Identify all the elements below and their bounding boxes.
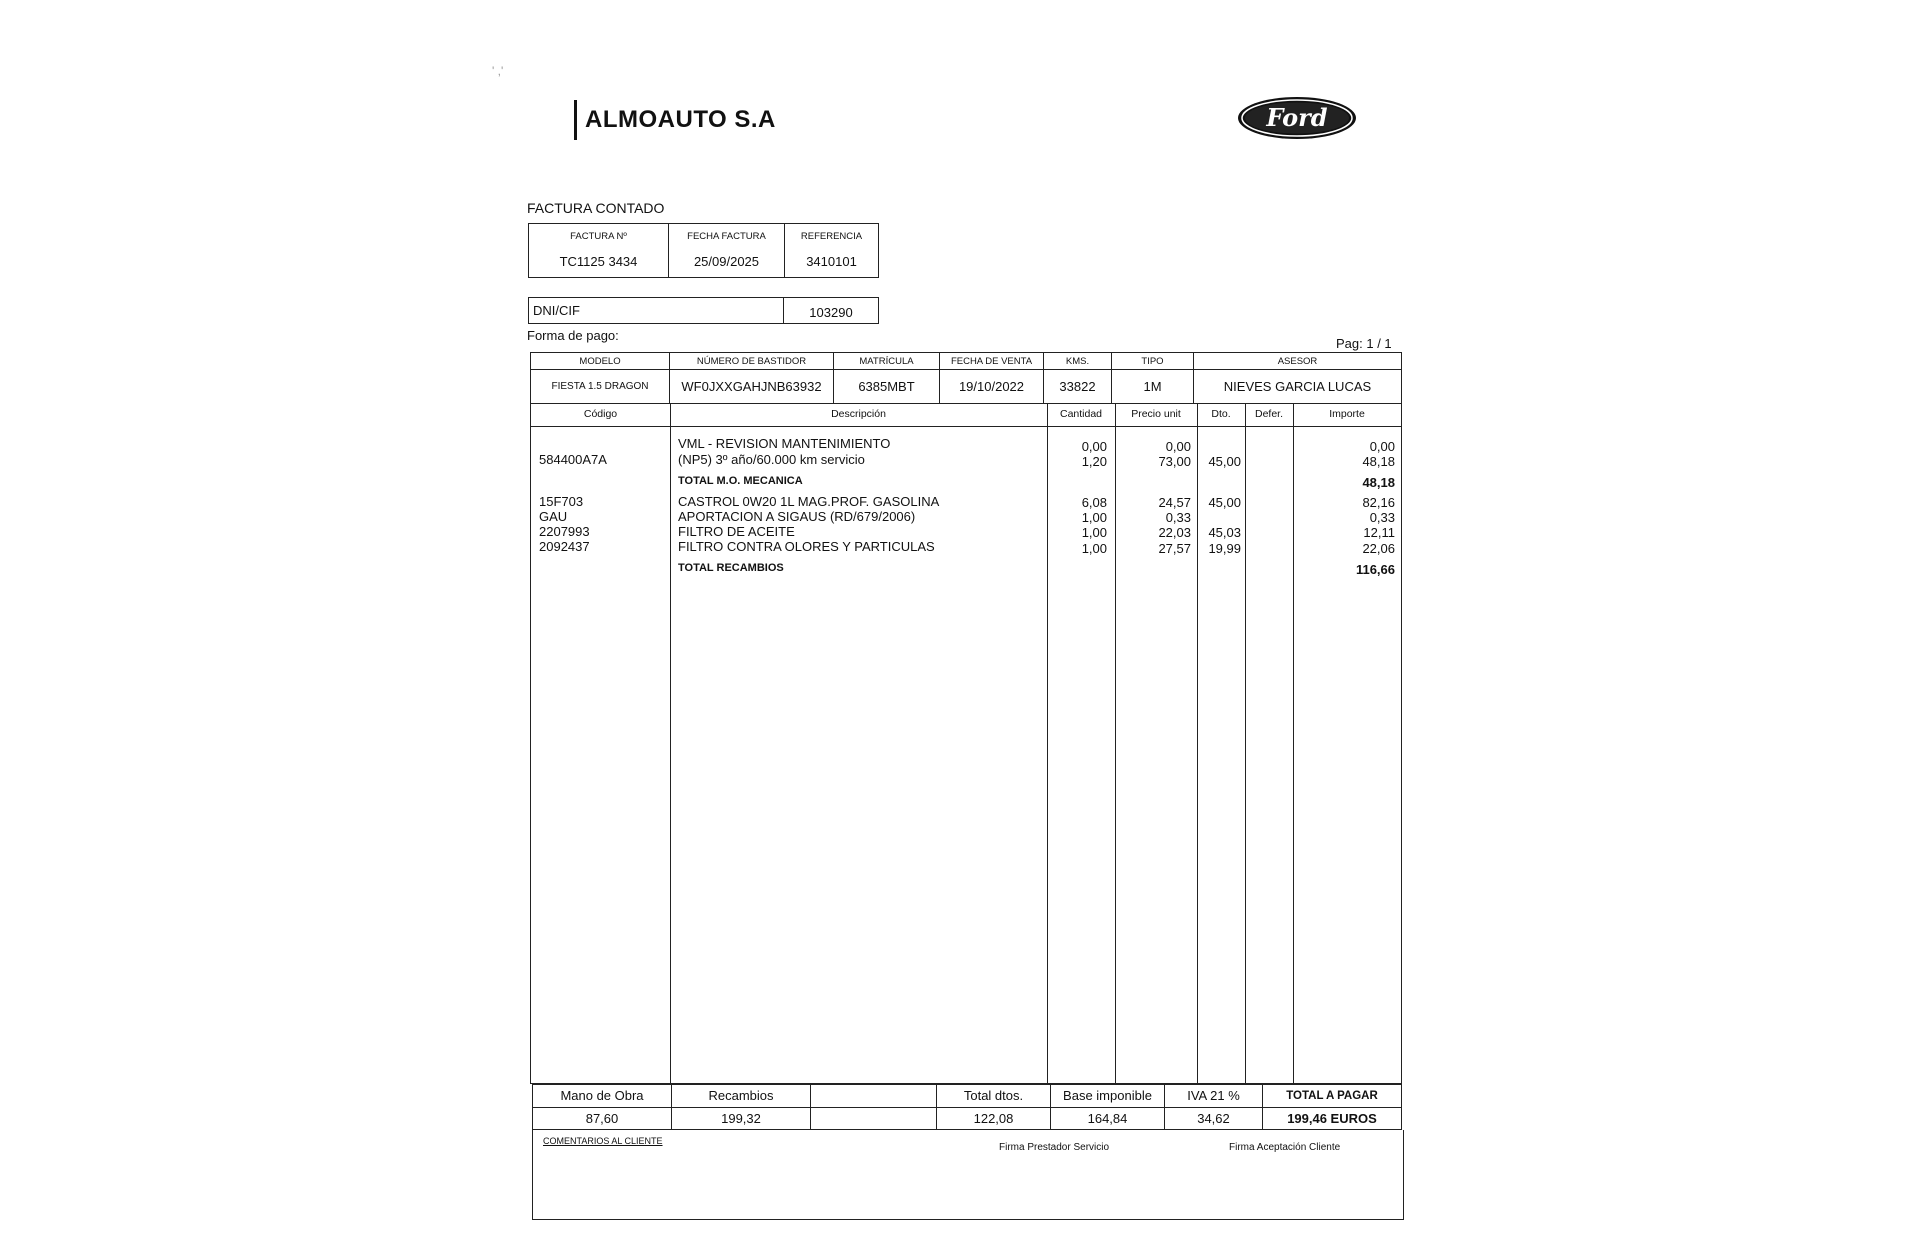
vehicle-vin: WF0JXXGAHJNB63932 bbox=[670, 370, 834, 404]
col-header-code: Código bbox=[583, 408, 618, 420]
vehicle-plate: 6385MBT bbox=[834, 370, 940, 404]
column-divider bbox=[670, 404, 671, 1083]
invoice-reference-label: REFERENCIA bbox=[800, 231, 863, 242]
invoice-number-cell bbox=[529, 224, 669, 277]
line-discount: 19,99 bbox=[1208, 541, 1241, 556]
line-amount: 0,33 bbox=[1369, 510, 1395, 525]
ford-logo-text: Ford bbox=[1266, 103, 1328, 132]
column-divider bbox=[1245, 404, 1246, 1083]
summary-parts-label: Recambios bbox=[672, 1085, 811, 1108]
line-code: 15F703 bbox=[539, 494, 584, 509]
total-labor-value: 48,18 bbox=[1362, 475, 1395, 490]
vehicle-header-type: TIPO bbox=[1112, 353, 1194, 370]
scan-mark: ' ,' bbox=[492, 64, 504, 78]
line-quantity: 1,00 bbox=[1081, 541, 1107, 556]
line-amount: 12,11 bbox=[1363, 525, 1395, 540]
summary-parts-value: 199,32 bbox=[672, 1107, 811, 1130]
line-amount: 0,00 bbox=[1369, 439, 1395, 454]
line-discount: 45,00 bbox=[1208, 495, 1241, 510]
vehicle-type: 1M bbox=[1112, 370, 1194, 404]
col-header-unit-price: Precio unit bbox=[1131, 408, 1181, 420]
total-labor-label: TOTAL M.O. MECANICA bbox=[678, 475, 803, 487]
summary-vat-label: IVA 21 % bbox=[1165, 1085, 1263, 1108]
total-parts-label: TOTAL RECAMBIOS bbox=[678, 562, 784, 574]
line-quantity: 1,20 bbox=[1081, 454, 1107, 469]
line-description: FILTRO DE ACEITE bbox=[678, 524, 795, 539]
col-header-description: Descripción bbox=[831, 408, 886, 420]
invoice-number: TC1125 3434 bbox=[559, 254, 638, 269]
line-code: 584400A7A bbox=[539, 452, 607, 467]
dni-value: 103290 bbox=[809, 305, 853, 320]
line-quantity: 1,00 bbox=[1081, 510, 1107, 525]
line-unit-price: 0,33 bbox=[1165, 510, 1191, 525]
summary-tax-base-label: Base imponible bbox=[1051, 1085, 1165, 1108]
line-unit-price: 22,03 bbox=[1158, 525, 1191, 540]
invoice-reference: 3410101 bbox=[806, 254, 857, 269]
vehicle-sale-date: 19/10/2022 bbox=[940, 370, 1044, 404]
line-description: VML - REVISION MANTENIMIENTO bbox=[678, 436, 891, 451]
summary-total-value: 199,46 EUROS bbox=[1263, 1107, 1402, 1130]
total-parts-value: 116,66 bbox=[1355, 562, 1395, 577]
invoice-number-label: FACTURA Nº bbox=[570, 231, 627, 242]
line-amount: 48,18 bbox=[1362, 454, 1395, 469]
invoice-date-label: FECHA FACTURA bbox=[687, 231, 766, 242]
line-code: GAU bbox=[539, 509, 568, 524]
line-code: 2207993 bbox=[539, 524, 590, 539]
vehicle-header-sale-date: FECHA DE VENTA bbox=[940, 353, 1044, 370]
line-amount: 82,16 bbox=[1362, 495, 1395, 510]
line-unit-price: 0,00 bbox=[1165, 439, 1191, 454]
vehicle-header-vin: NÚMERO DE BASTIDOR bbox=[670, 353, 834, 370]
vehicle-header-plate: MATRÍCULA bbox=[834, 353, 940, 370]
vehicle-header-model: MODELO bbox=[531, 353, 670, 370]
line-description: CASTROL 0W20 1L MAG.PROF. GASOLINA bbox=[678, 494, 940, 509]
comments-label: COMENTARIOS AL CLIENTE bbox=[543, 1136, 663, 1146]
line-description: APORTACION A SIGAUS (RD/679/2006) bbox=[678, 509, 916, 524]
summary-vat-value: 34,62 bbox=[1165, 1107, 1263, 1130]
vehicle-header-kms: KMS. bbox=[1044, 353, 1112, 370]
provider-signature-label: Firma Prestador Servicio bbox=[999, 1142, 1110, 1153]
payment-method-label: Forma de pago: bbox=[527, 328, 619, 343]
summary-discounts-value: 122,08 bbox=[937, 1107, 1051, 1130]
comments-box bbox=[532, 1130, 1404, 1220]
line-unit-price: 73,00 bbox=[1158, 454, 1191, 469]
invoice-reference-cell bbox=[785, 224, 878, 277]
header-underline bbox=[531, 426, 1401, 427]
summary-empty-cell bbox=[811, 1085, 937, 1108]
vehicle-kms: 33822 bbox=[1044, 370, 1112, 404]
line-quantity: 0,00 bbox=[1081, 439, 1107, 454]
line-quantity: 1,00 bbox=[1081, 525, 1107, 540]
vehicle-model: FIESTA 1.5 DRAGON bbox=[531, 370, 670, 404]
summary-table bbox=[532, 1084, 1402, 1130]
line-amount: 22,06 bbox=[1362, 541, 1395, 556]
invoice-date: 25/09/2025 bbox=[693, 254, 760, 269]
line-description: (NP5) 3º año/60.000 km servicio bbox=[678, 452, 865, 467]
line-description: FILTRO CONTRA OLORES Y PARTICULAS bbox=[678, 539, 935, 554]
summary-empty-cell bbox=[811, 1107, 937, 1130]
summary-labor-label: Mano de Obra bbox=[533, 1085, 672, 1108]
dni-label: DNI/CIF bbox=[529, 298, 784, 323]
col-header-discount: Dto. bbox=[1211, 408, 1231, 420]
invoice-date-cell bbox=[669, 224, 785, 277]
invoice-type: FACTURA CONTADO bbox=[527, 200, 665, 216]
col-header-amount: Importe bbox=[1329, 408, 1365, 420]
summary-tax-base-value: 164,84 bbox=[1051, 1107, 1165, 1130]
company-name: ALMOAUTO S.A bbox=[574, 100, 776, 140]
line-discount: 45,00 bbox=[1208, 454, 1241, 469]
line-unit-price: 24,57 bbox=[1158, 495, 1191, 510]
line-quantity: 6,08 bbox=[1081, 495, 1107, 510]
ford-logo bbox=[1236, 95, 1358, 141]
col-header-defer: Defer. bbox=[1254, 408, 1283, 420]
vehicle-table bbox=[530, 352, 1402, 404]
page-number: Pag: 1 / 1 bbox=[1336, 336, 1392, 351]
summary-discounts-label: Total dtos. bbox=[937, 1085, 1051, 1108]
vehicle-advisor: NIEVES GARCIA LUCAS bbox=[1194, 370, 1402, 404]
line-unit-price: 27,57 bbox=[1158, 541, 1191, 556]
vehicle-header-advisor: ASESOR bbox=[1194, 353, 1402, 370]
dni-box bbox=[528, 297, 879, 324]
summary-labor-value: 87,60 bbox=[533, 1107, 672, 1130]
line-discount: 45,03 bbox=[1208, 525, 1241, 540]
col-header-quantity: Cantidad bbox=[1059, 408, 1103, 420]
line-code: 2092437 bbox=[539, 539, 590, 554]
client-signature-label: Firma Aceptación Cliente bbox=[1229, 1142, 1341, 1153]
summary-total-label: TOTAL A PAGAR bbox=[1263, 1085, 1402, 1108]
invoice-header-box bbox=[528, 223, 879, 278]
lines-table bbox=[530, 404, 1402, 1084]
